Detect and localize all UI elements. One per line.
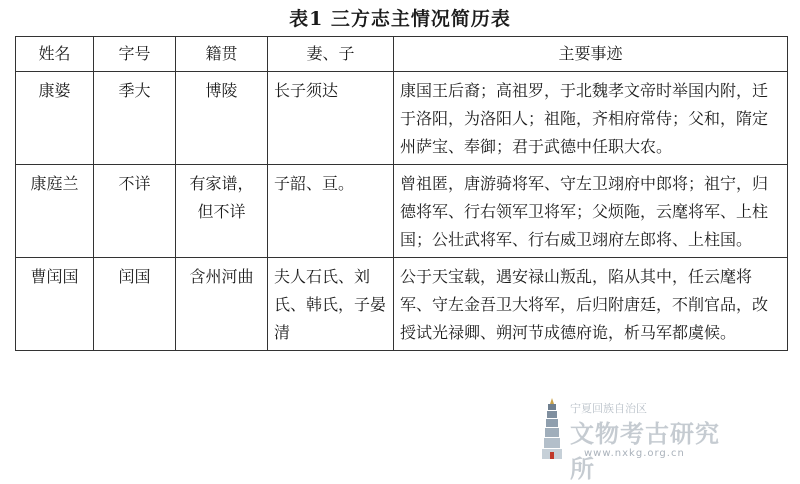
cell-name: 曹闰国 <box>16 258 94 351</box>
cell-courtesy: 不详 <box>94 165 176 258</box>
header-deeds: 主要事迹 <box>394 37 788 72</box>
table-title: 表1 三方志主情况简历表 <box>289 8 511 30</box>
cell-family: 夫人石氏、刘氏、韩氏，子晏清 <box>268 258 394 351</box>
watermark-title: 文物考古研究所 <box>570 420 720 483</box>
cell-origin: 有家谱，但不详 <box>176 165 268 258</box>
cell-deeds: 公于天宝载，遇安禄山叛乱，陷从其中，任云麾将军、守左金吾卫大将军，后归附唐廷，不削官品，改授试光禄卿、朔河节成德府诡，析马军都虞候。 <box>394 258 788 351</box>
table-row <box>16 165 788 258</box>
header-origin: 籍贯 <box>176 37 268 72</box>
cell-courtesy: 闰国 <box>94 258 176 351</box>
cell-name: 康婆 <box>16 72 94 165</box>
pagoda-icon <box>540 398 564 460</box>
header-name: 姓名 <box>16 37 94 72</box>
table-row <box>16 72 788 165</box>
biography-table <box>15 36 788 351</box>
cell-origin: 博陵 <box>176 72 268 165</box>
cell-courtesy: 季大 <box>94 72 176 165</box>
watermark-url: www.nxkg.org.cn <box>584 448 685 459</box>
cell-origin: 含州河曲 <box>176 258 268 351</box>
cell-deeds: 康国王后裔；高祖罗，于北魏孝文帝时举国内附，迁于洛阳，为洛阳人；祖陁，齐相府常侍；父和，隋定州萨宝、奉御；君于武德中任职大农。 <box>394 72 788 165</box>
header-family: 妻、子 <box>268 37 394 72</box>
cell-family: 子韶、亘。 <box>268 165 394 258</box>
cell-deeds: 曾祖匿，唐游骑将军、守左卫翊府中郎将；祖宁，归德将军、行右领军卫将军；父烦陁，云麾将军、上柱国；公壮武将军、行右威卫翊府左郎将、上柱国。 <box>394 165 788 258</box>
table-row <box>16 258 788 351</box>
header-row <box>16 37 788 72</box>
header-courtesy: 字号 <box>94 37 176 72</box>
watermark-org-line: 宁夏回族自治区 <box>570 402 647 415</box>
cell-name: 康庭兰 <box>16 165 94 258</box>
cell-family: 长子须达 <box>268 72 394 165</box>
watermark <box>540 398 740 483</box>
